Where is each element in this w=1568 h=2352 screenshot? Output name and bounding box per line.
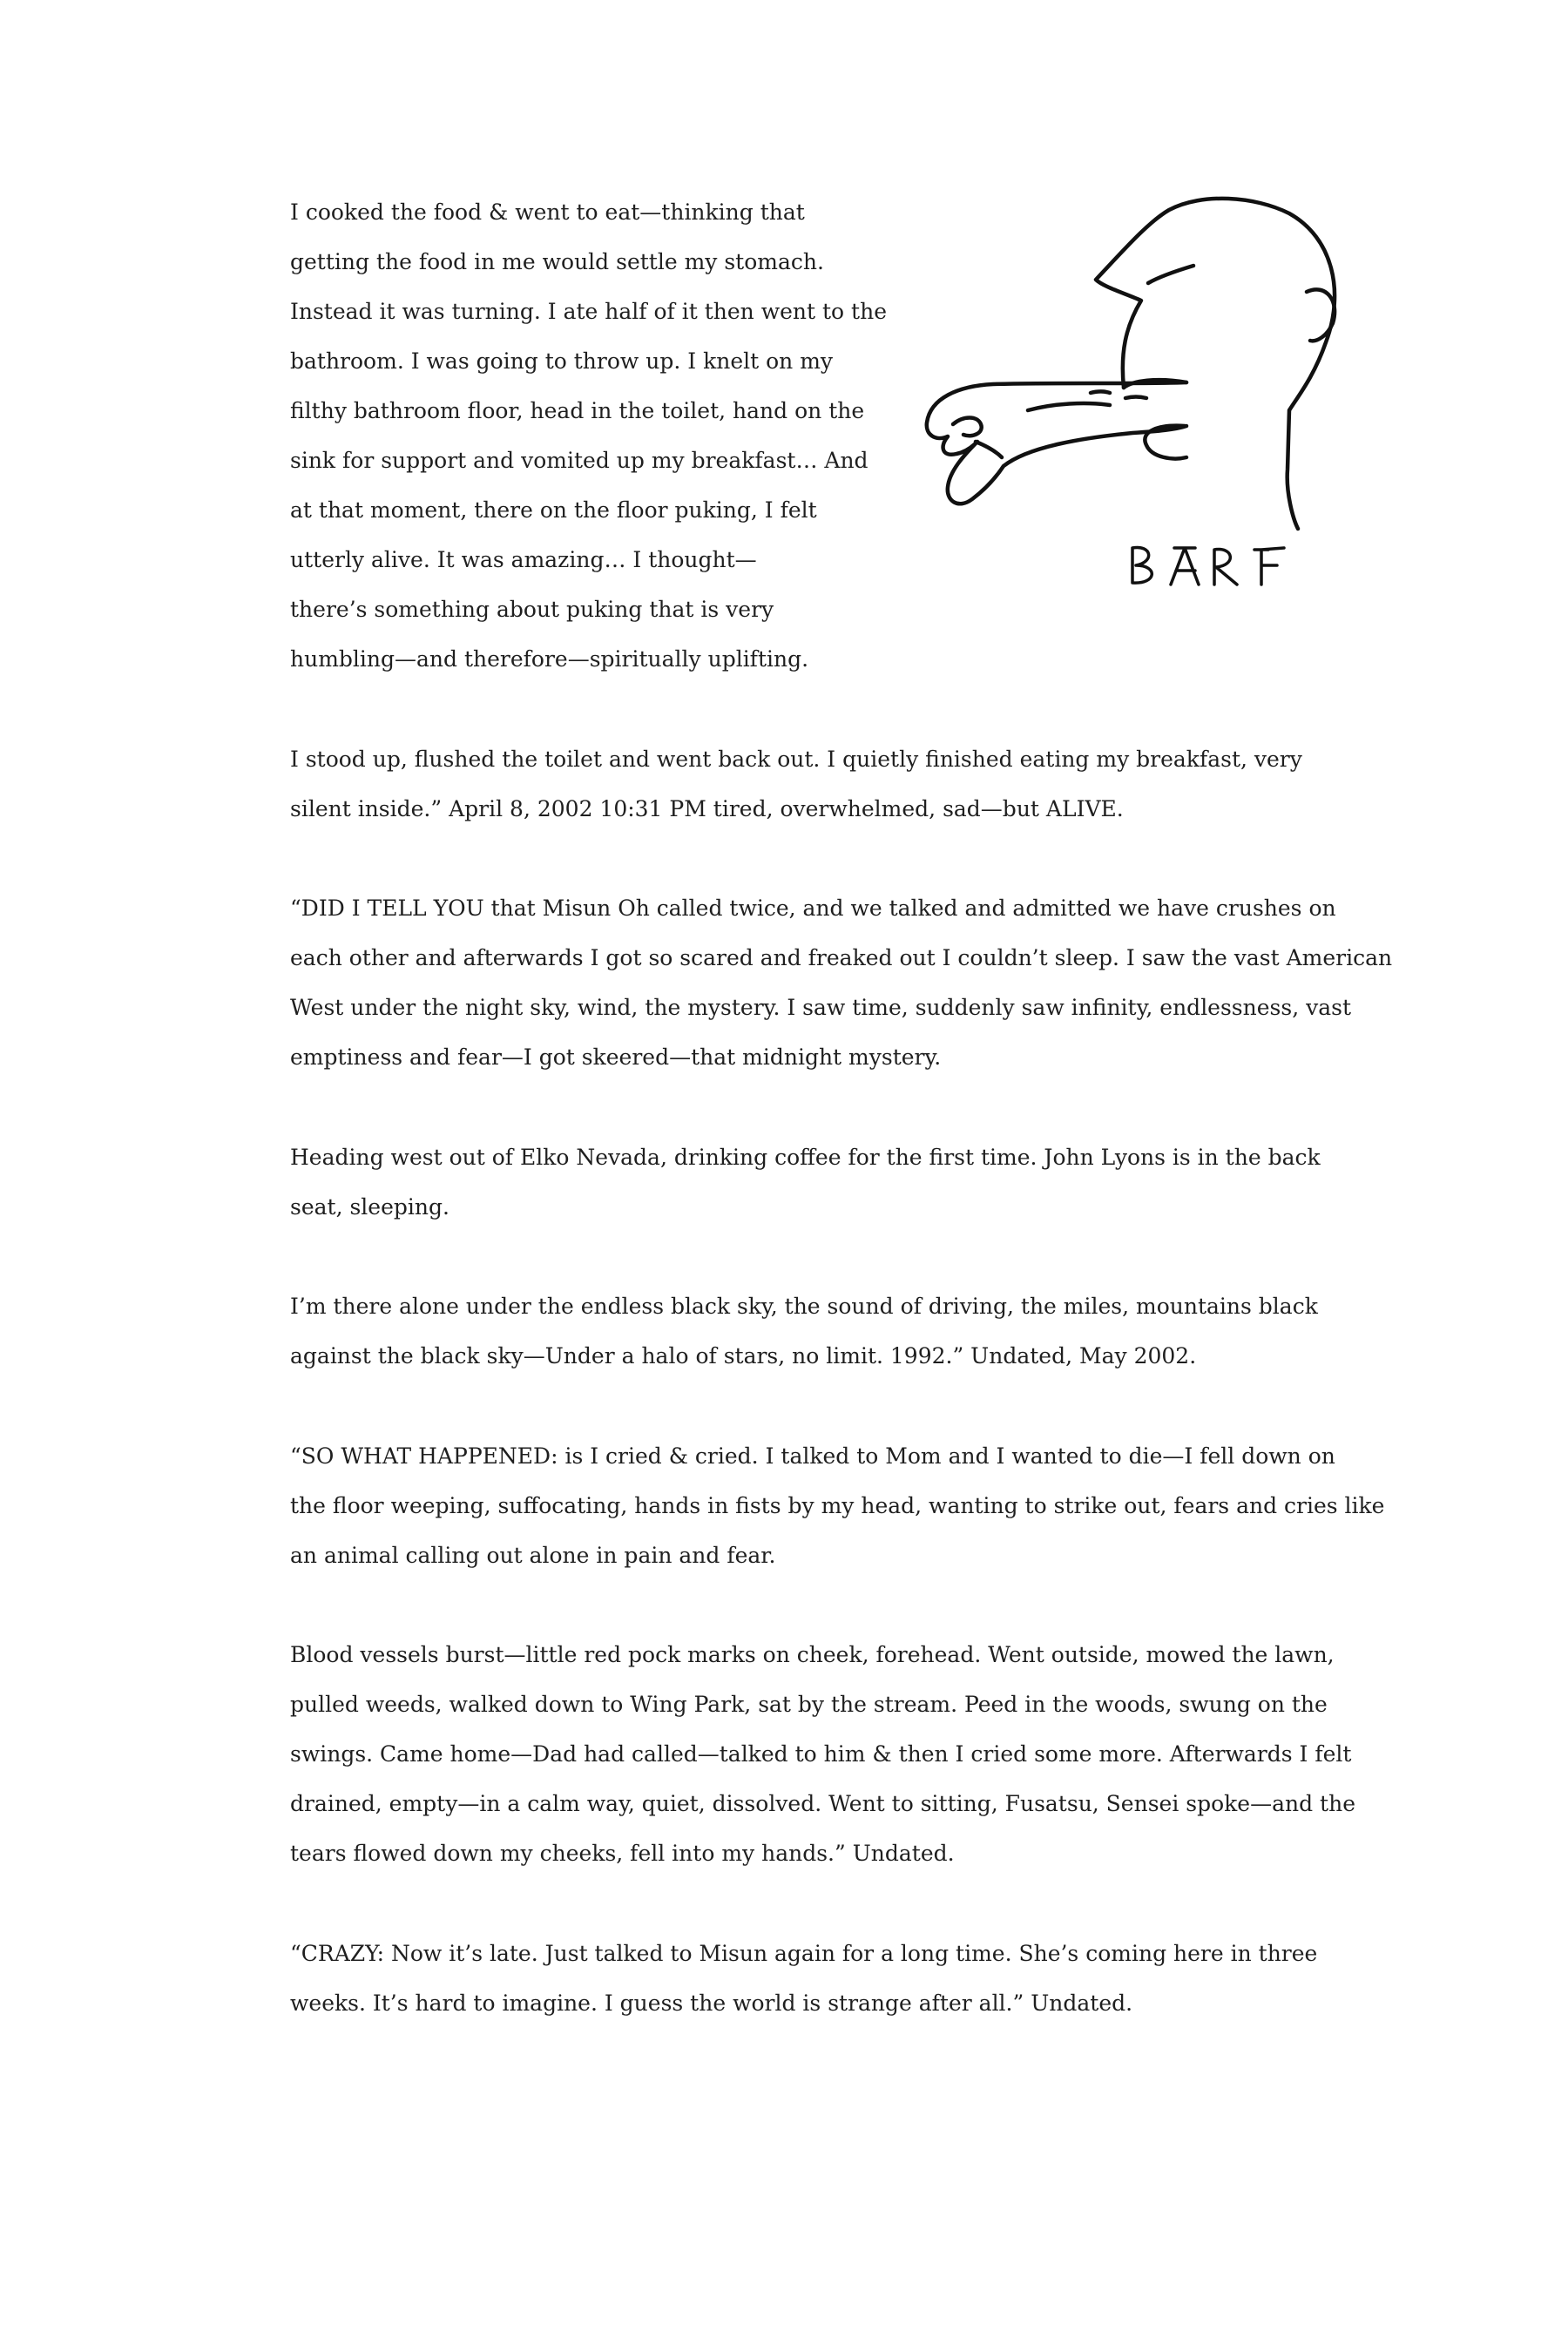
paragraph-2 bbox=[290, 734, 1302, 834]
paragraph-5 bbox=[290, 1281, 1318, 1381]
text-line: emptiness and fear—I got skeered—that midnight mystery. bbox=[290, 1044, 942, 1070]
text-line: I cooked the food & went to eat—thinking that bbox=[290, 199, 805, 225]
head-outline bbox=[1096, 199, 1335, 529]
text-line: seat, sleeping. bbox=[290, 1194, 449, 1220]
paragraph-4 bbox=[290, 1132, 1321, 1232]
text-line: tears flowed down my cheeks, fell into my hands.” Undated. bbox=[290, 1841, 955, 1866]
text-line: sink for support and vomited up my breakfast… And bbox=[290, 448, 868, 473]
text-line: Instead it was turning. I ate half of it then went to the bbox=[290, 299, 887, 324]
text-line: swings. Came home—Dad had called—talked to him & then I cried some more. Afterwards I felt bbox=[290, 1741, 1352, 1767]
text-line: humbling—and therefore—spiritually uplifting. bbox=[290, 646, 809, 672]
text-line: “SO WHAT HAPPENED: is I cried & cried. I talked to Mom and I wanted to die—I fell down on bbox=[290, 1443, 1335, 1469]
paragraph-intro bbox=[290, 187, 887, 684]
text-line: I stood up, flushed the toilet and went back out. I quietly finished eating my breakfast, very bbox=[290, 747, 1302, 772]
barf-lettering bbox=[1132, 547, 1284, 585]
text-line: West under the night sky, wind, the mystery. I saw time, suddenly saw infinity, endlessness, vast bbox=[290, 995, 1351, 1020]
eye-line bbox=[1148, 266, 1193, 283]
vomit-detail bbox=[976, 442, 1002, 457]
paragraph-3 bbox=[290, 883, 1392, 1082]
barf-illustration bbox=[923, 196, 1376, 605]
vomiting-head-drawing bbox=[923, 196, 1376, 605]
vomit-detail bbox=[1028, 403, 1110, 410]
paragraph-6 bbox=[290, 1431, 1384, 1580]
text-line: drained, empty—in a calm way, quiet, dissolved. Went to sitting, Fusatsu, Sensei spoke—and the bbox=[290, 1791, 1355, 1816]
text-line: “CRAZY: Now it’s late. Just talked to Misun again for a long time. She’s coming here in three bbox=[290, 1941, 1318, 1966]
text-line: an animal calling out alone in pain and fear. bbox=[290, 1543, 776, 1568]
text-line: utterly alive. It was amazing… I thought— bbox=[290, 547, 757, 572]
text-line: Blood vessels burst—little red pock marks on cheek, forehead. Went outside, mowed the lawn, bbox=[290, 1642, 1335, 1667]
text-line: there’s something about puking that is very bbox=[290, 597, 774, 622]
text-line: silent inside.” April 8, 2002 10:31 PM tired, overwhelmed, sad—but ALIVE. bbox=[290, 796, 1124, 821]
paragraph-8 bbox=[290, 1929, 1317, 2028]
text-line: bathroom. I was going to throw up. I knelt on my bbox=[290, 348, 834, 374]
vomit-blob bbox=[953, 418, 982, 436]
text-line: weeks. It’s hard to imagine. I guess the world is strange after all.” Undated. bbox=[290, 1990, 1133, 2016]
paragraph-7 bbox=[290, 1630, 1355, 1878]
text-line: the floor weeping, suffocating, hands in fists by my head, wanting to strike out, fears and cries like bbox=[290, 1493, 1385, 1518]
text-line: Heading west out of Elko Nevada, drinking coffee for the first time. John Lyons is in the back bbox=[290, 1145, 1321, 1170]
vomit-detail bbox=[1091, 392, 1110, 394]
vomit-detail bbox=[1125, 397, 1146, 399]
text-line: pulled weeds, walked down to Wing Park, sat by the stream. Peed in the woods, swung on the bbox=[290, 1692, 1328, 1717]
text-line: against the black sky—Under a halo of stars, no limit. 1992.” Undated, May 2002. bbox=[290, 1343, 1197, 1369]
text-line: each other and afterwards I got so scared and freaked out I couldn’t sleep. I saw the vast American bbox=[290, 945, 1393, 970]
text-line: at that moment, there on the floor puking, I felt bbox=[290, 497, 817, 523]
text-line: filthy bathroom floor, head in the toilet, hand on the bbox=[290, 398, 865, 423]
text-line: getting the food in me would settle my stomach. bbox=[290, 249, 824, 274]
text-line: I’m there alone under the endless black sky, the sound of driving, the miles, mountains black bbox=[290, 1294, 1318, 1319]
text-line: “DID I TELL YOU that Misun Oh called twice, and we talked and admitted we have crushes on bbox=[290, 896, 1336, 921]
